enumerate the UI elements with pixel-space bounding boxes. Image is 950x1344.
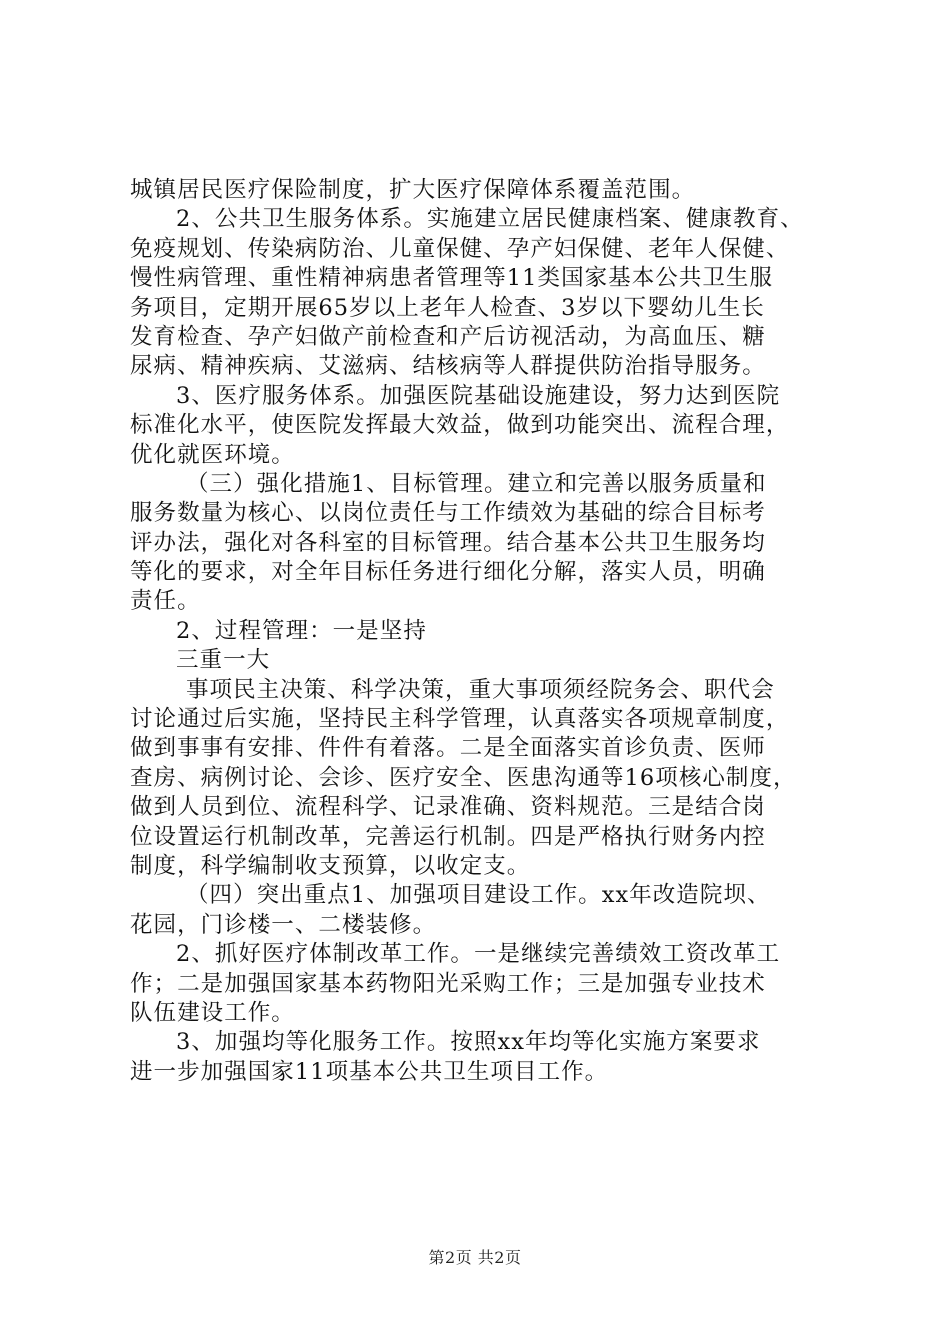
text-line: 优化就医环境。 — [130, 441, 295, 468]
text-line: 2、公共卫生服务体系。实施建立居民健康档案、健康教育、 — [176, 206, 804, 233]
text-line: 做到人员到位、流程科学、记录准确、资料规范。三是结合岗 — [130, 794, 766, 821]
text-line: 2、过程管理：一是坚持 — [176, 617, 427, 644]
text-line: 做到事事有安排、件件有着落。二是全面落实首诊负责、医师 — [130, 735, 766, 762]
text-line: 评办法，强化对各科室的目标管理。结合基本公共卫生服务均 — [130, 529, 766, 556]
text-line: 位设置运行机制改革，完善运行机制。四是严格执行财务内控 — [130, 823, 766, 850]
text-line: 发育检查、孕产妇做产前检查和产后访视活动，为高血压、糖 — [130, 323, 766, 350]
text-line: 慢性病管理、重性精神病患者管理等11类国家基本公共卫生服 — [130, 265, 774, 292]
text-line: 标准化水平，使医院发挥最大效益，做到功能突出、流程合理， — [130, 412, 790, 439]
text-line: 责任。 — [130, 588, 201, 615]
text-line: 免疫规划、传染病防治、儿童保健、孕产妇保健、老年人保健、 — [130, 235, 790, 262]
text-line: 讨论通过后实施，坚持民主科学管理，认真落实各项规章制度， — [130, 706, 790, 733]
text-line: 务项目，定期开展65岁以上老年人检查、3岁以下婴幼儿生长 — [130, 294, 765, 321]
text-line: 尿病、精神疾病、艾滋病、结核病等人群提供防治指导服务。 — [130, 353, 766, 380]
text-line: 作；二是加强国家基本药物阳光采购工作；三是加强专业技术 — [130, 970, 766, 997]
text-line: 2、抓好医疗体制改革工作。一是继续完善绩效工资改革工 — [176, 941, 781, 968]
text-line: 三重一大 — [176, 647, 271, 674]
text-line: 事项民主决策、科学决策，重大事项须经院务会、职代会 — [186, 676, 775, 703]
text-line: （四）突出重点1、加强项目建设工作。xx年改造院坝、 — [186, 882, 771, 909]
text-line: 队伍建设工作。 — [130, 999, 295, 1026]
text-line: 城镇居民医疗保险制度，扩大医疗保障体系覆盖范围。 — [130, 177, 696, 203]
text-line: 制度，科学编制收支预算，以收定支。 — [130, 852, 531, 879]
text-line: 查房、病例讨论、会诊、医疗安全、医患沟通等16项核心制度， — [130, 764, 797, 791]
text-line: 进一步加强国家11项基本公共卫生项目工作。 — [130, 1058, 609, 1085]
page-number-footer: 第2页 共2页 — [428, 1248, 522, 1267]
text-line: 花园，门诊楼一、二楼装修。 — [130, 911, 437, 938]
text-line: 服务数量为核心、以岗位责任与工作绩效为基础的综合目标考 — [130, 500, 766, 527]
text-line: 等化的要求，对全年目标任务进行细化分解，落实人员，明确 — [130, 559, 766, 586]
text-line: 3、加强均等化服务工作。按照xx年均等化实施方案要求 — [176, 1029, 761, 1056]
document-body — [130, 176, 830, 1087]
text-line: 3、医疗服务体系。加强医院基础设施建设，努力达到医院 — [176, 382, 781, 409]
text-line: （三）强化措施1、目标管理。建立和完善以服务质量和 — [186, 470, 767, 497]
